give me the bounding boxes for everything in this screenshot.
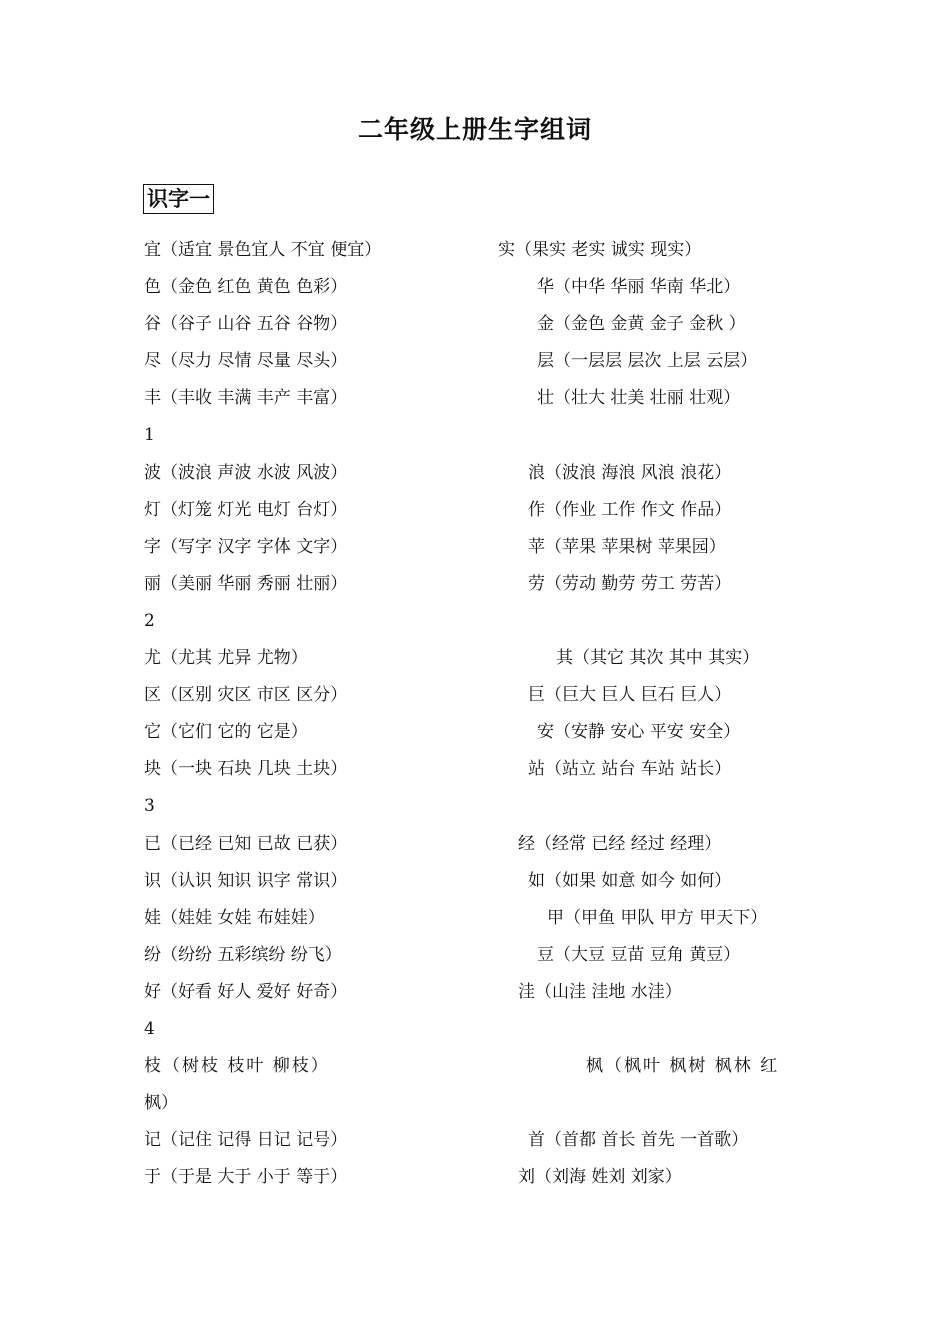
list-item (144, 828, 844, 865)
entry-right: 作（作业 工作 作文 作品） (528, 499, 732, 520)
entry-left: 纷（纷纷 五彩缤纷 纷飞） (144, 944, 342, 965)
entry-left: 丽（美丽 华丽 秀丽 壮丽） (144, 573, 348, 594)
page-title: 二年级上册生字组词 (357, 115, 592, 144)
list-item (144, 308, 844, 345)
list-item (144, 679, 844, 716)
entry-right: 金（金色 金黄 金子 金秋 ） (537, 314, 746, 335)
list-item (144, 865, 844, 902)
entry-left: 尤（尤其 尤异 尤物） (144, 648, 308, 669)
entry-right: 豆（大豆 豆苗 豆角 黄豆） (537, 944, 741, 965)
entry-left: 娃（娃娃 女娃 布娃娃） (144, 907, 325, 928)
list-item (144, 1050, 844, 1087)
entry-left: 枝（树枝 枝叶 柳枝） (144, 1056, 330, 1077)
entry-left: 于（于是 大于 小于 等于） (144, 1167, 348, 1188)
entry-right: 站（站立 站台 车站 站长） (528, 759, 732, 780)
entry-left: 区（区别 灾区 市区 区分） (144, 685, 348, 706)
group-number: 1 (144, 425, 155, 446)
entry-right: 层（一层层 层次 上层 云层） (537, 351, 758, 372)
entry-right: 枫（枫叶 枫树 枫林 红 (586, 1056, 780, 1077)
list-item (144, 1124, 844, 1161)
list-item (144, 976, 844, 1013)
list-item (144, 1013, 844, 1050)
entry-left: 已（已经 已知 已故 已获） (144, 833, 348, 854)
group-number: 2 (144, 610, 155, 631)
entry-left: 块（一块 石块 几块 土块） (144, 759, 348, 780)
entry-right: 首（首都 首长 首先 一首歌） (528, 1130, 749, 1151)
entry-left: 谷（谷子 山谷 五谷 谷物） (144, 314, 348, 335)
entry-left: 尽（尽力 尽情 尽量 尽头） (144, 351, 348, 372)
list-item (144, 642, 844, 679)
entry-right: 刘（刘海 姓刘 刘家） (518, 1167, 682, 1188)
entry-right: 巨（巨大 巨人 巨石 巨人） (528, 685, 732, 706)
list-item (144, 1087, 844, 1124)
list-item (144, 753, 844, 790)
entry-left: 记（记住 记得 日记 记号） (144, 1130, 348, 1151)
entry-right: 安（安静 安心 平安 安全） (537, 722, 741, 743)
list-item (144, 902, 844, 939)
list-item (144, 716, 844, 753)
list-item (144, 345, 844, 382)
entry-right: 洼（山洼 洼地 水洼） (518, 981, 682, 1002)
entry-right: 劳（劳动 勤劳 劳工 劳苦） (528, 573, 732, 594)
list-item (144, 494, 844, 531)
entry-right: 苹（苹果 苹果树 苹果园） (528, 536, 726, 557)
group-number: 3 (144, 796, 155, 817)
entry-left: 宜（适宜 景色宜人 不宜 便宜） (144, 240, 382, 260)
list-item (144, 605, 844, 642)
entry-left: 灯（灯笼 灯光 电灯 台灯） (144, 499, 348, 520)
list-item (144, 271, 844, 308)
list-item (144, 419, 844, 456)
entry-right: 华（中华 华丽 华南 华北） (537, 277, 741, 298)
list-item (144, 234, 844, 271)
entry-right: 壮（壮大 壮美 壮丽 壮观） (537, 388, 741, 409)
list-item (144, 939, 844, 976)
entry-right: 其（其它 其次 其中 其实） (556, 648, 760, 669)
entry-continuation: 枫） (144, 1093, 178, 1114)
entry-left: 好（好看 好人 爱好 好奇） (144, 981, 348, 1002)
entry-left: 识（认识 知识 识字 常识） (144, 870, 348, 891)
entry-left: 字（写字 汉字 字体 文字） (144, 536, 348, 557)
entry-right: 甲（甲鱼 甲队 甲方 甲天下） (547, 907, 768, 928)
entry-left: 波（波浪 声波 水波 风波） (144, 462, 348, 483)
list-item (144, 568, 844, 605)
entry-left: 它（它们 它的 它是） (144, 722, 308, 743)
entry-right: 浪（波浪 海浪 风浪 浪花） (528, 462, 732, 483)
list-item (144, 531, 844, 568)
list-item (144, 382, 844, 419)
entry-right: 经（经常 已经 经过 经理） (518, 833, 722, 854)
list-item (144, 457, 844, 494)
list-item (144, 1161, 844, 1198)
list-item (144, 790, 844, 827)
entry-right: 如（如果 如意 如今 如何） (528, 870, 732, 891)
word-list (144, 234, 844, 1198)
entry-right: 实（果实 老实 诚实 现实） (498, 240, 702, 260)
section-label: 识字一 (143, 184, 214, 214)
entry-left: 色（金色 红色 黄色 色彩） (144, 277, 348, 298)
entry-left: 丰（丰收 丰满 丰产 丰富） (144, 388, 348, 409)
group-number: 4 (144, 1018, 155, 1039)
